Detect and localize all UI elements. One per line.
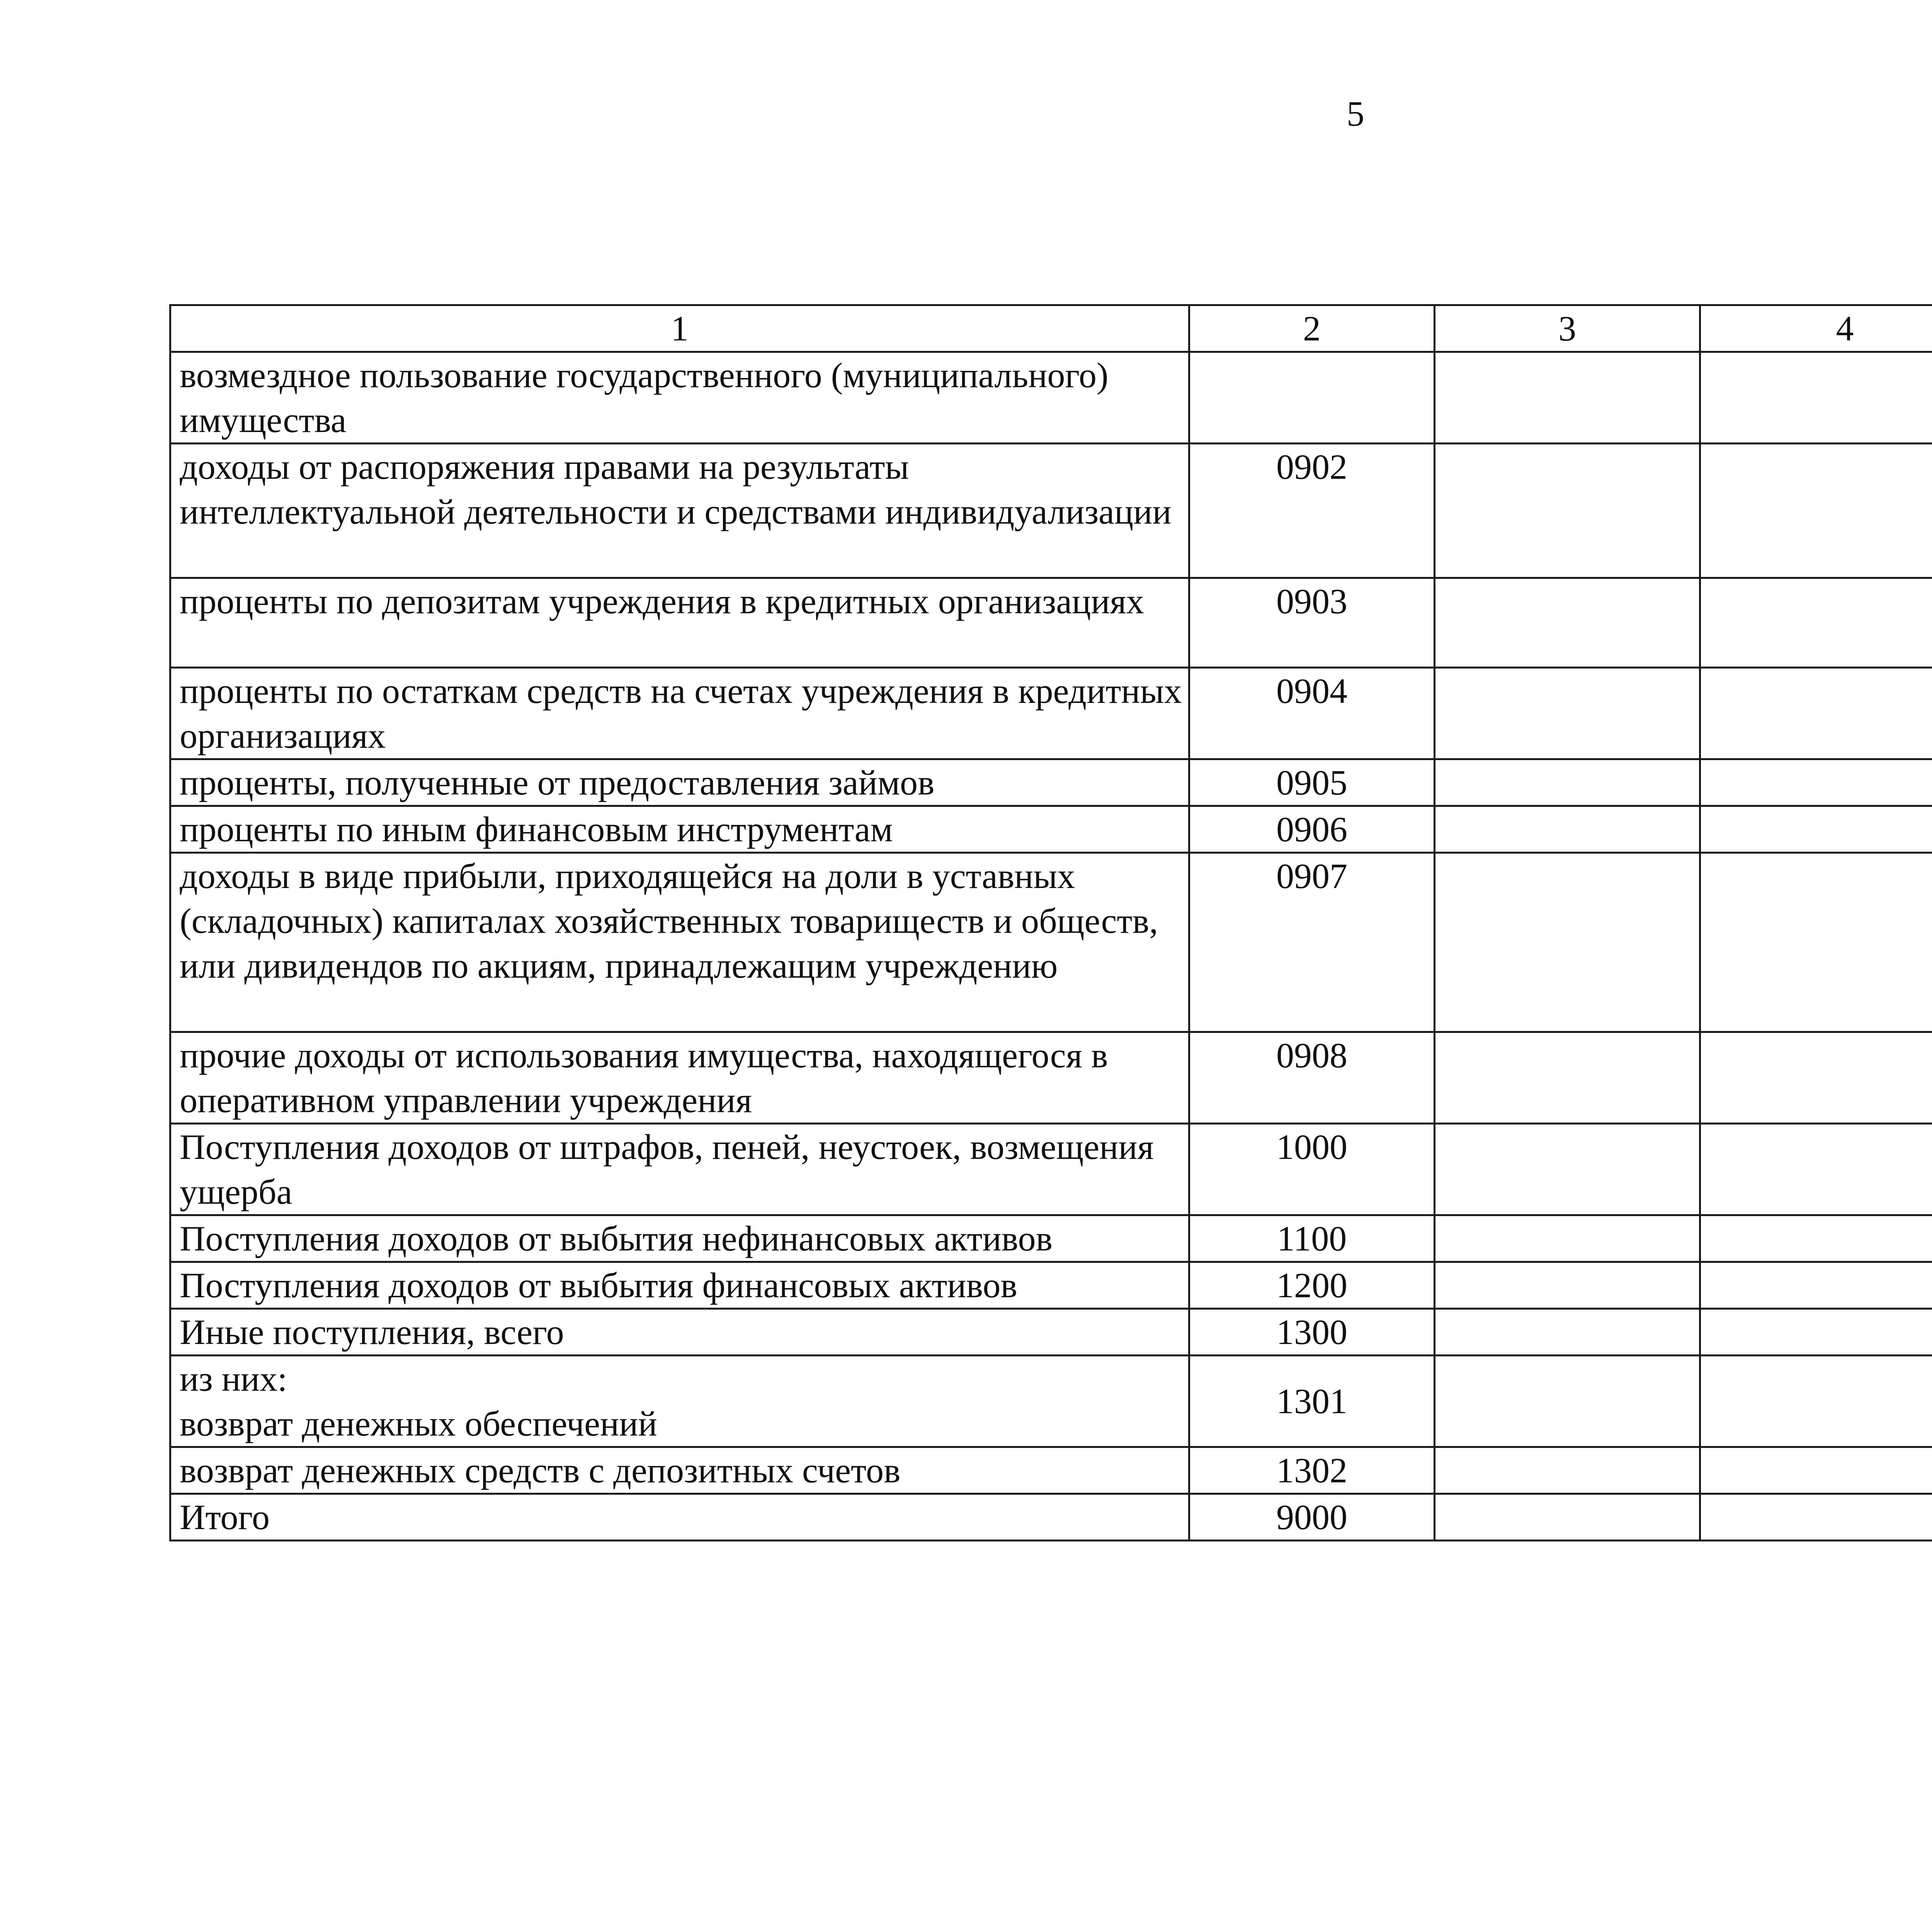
- table-row: [170, 668, 1932, 759]
- row-name: возмездное пользование государственного (муниципального) имущества: [170, 352, 1189, 444]
- row-code: 0907: [1189, 853, 1435, 1032]
- row-code: 0908: [1189, 1032, 1435, 1124]
- row-code: 1200: [1189, 1262, 1435, 1309]
- table-row: [170, 1124, 1932, 1215]
- row-col3: [1435, 1447, 1700, 1494]
- row-col4: [1700, 1262, 1932, 1309]
- row-name: прочие доходы от использования имущества, находящегося в оперативном управлении учреждения: [170, 1032, 1189, 1124]
- row-code: 1000: [1189, 1124, 1435, 1215]
- table-row: [170, 806, 1932, 853]
- row-col4: [1700, 1447, 1932, 1494]
- row-name: проценты по депозитам учреждения в кредитных организациях: [170, 578, 1189, 668]
- row-name: Поступления доходов от штрафов, пеней, неустоек, возмещения ущерба: [170, 1124, 1189, 1215]
- table-row: [170, 352, 1932, 444]
- row-col4: [1700, 578, 1932, 668]
- row-name-heading: из них:: [180, 1359, 287, 1398]
- row-col4: [1700, 1309, 1932, 1356]
- column-header-4: 4: [1700, 305, 1932, 352]
- row-name: проценты по остаткам средств на счетах учреждения в кредитных организациях: [170, 668, 1189, 759]
- table-row: [170, 444, 1932, 578]
- revenue-table: [169, 304, 1932, 1541]
- table-total-row: [170, 1494, 1932, 1541]
- row-code: 1100: [1189, 1215, 1435, 1262]
- table-row: [170, 1447, 1932, 1494]
- row-name: доходы в виде прибыли, приходящейся на доли в уставных (складочных) капиталах хозяйственных товариществ и обществ, или дивидендов по акциям, принадлежащим учреждению: [170, 853, 1189, 1032]
- column-header-3: 3: [1435, 305, 1700, 352]
- table-row: [170, 1215, 1932, 1262]
- row-name: Поступления доходов от выбытия финансовых активов: [170, 1262, 1189, 1309]
- table-row: [170, 578, 1932, 668]
- row-col3: [1435, 1124, 1700, 1215]
- row-code: 0903: [1189, 578, 1435, 668]
- row-col3: [1435, 1215, 1700, 1262]
- total-col4: [1700, 1494, 1932, 1541]
- table-header-row: [170, 305, 1932, 352]
- row-col3: [1435, 352, 1700, 444]
- row-name: Поступления доходов от выбытия нефинансовых активов: [170, 1215, 1189, 1262]
- row-name: [170, 1356, 1189, 1447]
- row-code: 1302: [1189, 1447, 1435, 1494]
- table-row: [170, 1309, 1932, 1356]
- row-col3: [1435, 578, 1700, 668]
- row-code: 0902: [1189, 444, 1435, 578]
- row-code: 1300: [1189, 1309, 1435, 1356]
- row-col4: [1700, 444, 1932, 578]
- table-row: [170, 1032, 1932, 1124]
- row-code: 0905: [1189, 759, 1435, 806]
- row-col3: [1435, 1356, 1700, 1447]
- row-col3: [1435, 444, 1700, 578]
- column-header-2: 2: [1189, 305, 1435, 352]
- row-code: 0904: [1189, 668, 1435, 759]
- row-name: Иные поступления, всего: [170, 1309, 1189, 1356]
- row-code: [1189, 352, 1435, 444]
- row-col4: [1700, 759, 1932, 806]
- total-label: Итого: [170, 1494, 1189, 1541]
- table-row: [170, 1356, 1932, 1447]
- row-name: проценты, полученные от предоставления займов: [170, 759, 1189, 806]
- row-col4: [1700, 1124, 1932, 1215]
- row-col4: [1700, 1356, 1932, 1447]
- row-col4: [1700, 1215, 1932, 1262]
- row-name: возврат денежных средств с депозитных счетов: [170, 1447, 1189, 1494]
- row-name: доходы от распоряжения правами на результаты интеллектуальной деятельности и средствами индивидуализации: [170, 444, 1189, 578]
- total-col3: [1435, 1494, 1700, 1541]
- table-row: [170, 1262, 1932, 1309]
- row-col3: [1435, 1262, 1700, 1309]
- row-col3: [1435, 853, 1700, 1032]
- row-col4: [1700, 806, 1932, 853]
- page-number: 5: [1347, 94, 1364, 133]
- row-col4: [1700, 853, 1932, 1032]
- row-name: проценты по иным финансовым инструментам: [170, 806, 1189, 853]
- table-row: [170, 853, 1932, 1032]
- total-code: 9000: [1189, 1494, 1435, 1541]
- row-col4: [1700, 1032, 1932, 1124]
- table-row: [170, 759, 1932, 806]
- row-col3: [1435, 806, 1700, 853]
- row-code: 1301: [1189, 1356, 1435, 1447]
- row-col3: [1435, 1309, 1700, 1356]
- row-col4: [1700, 352, 1932, 444]
- column-header-1: 1: [170, 305, 1189, 352]
- row-col3: [1435, 668, 1700, 759]
- row-name-detail: возврат денежных обеспечений: [180, 1404, 657, 1443]
- row-col3: [1435, 759, 1700, 806]
- row-code: 0906: [1189, 806, 1435, 853]
- row-col3: [1435, 1032, 1700, 1124]
- row-col4: [1700, 668, 1932, 759]
